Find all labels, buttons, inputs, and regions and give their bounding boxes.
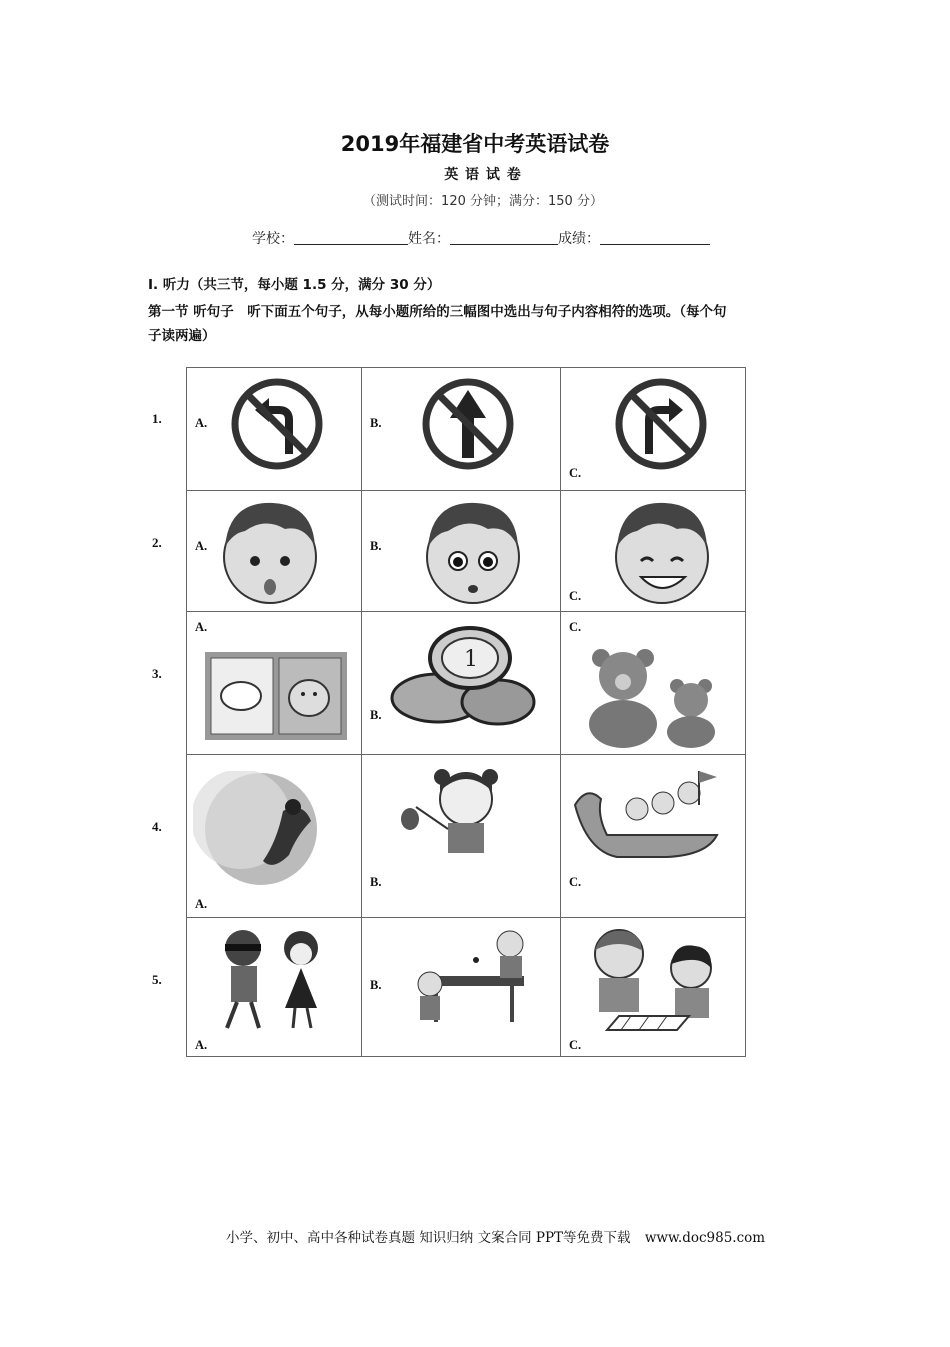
no-straight-sign-icon (420, 376, 516, 472)
option-cell[interactable] (561, 491, 746, 612)
score-label: 成绩： (558, 231, 600, 247)
svg-text:1: 1 (464, 647, 478, 672)
kids-playing-chess-icon (579, 924, 729, 1034)
option-label: A. (195, 539, 208, 553)
page-title: 2019年福建省中考英语试卷 (340, 132, 610, 156)
option-label: A. (195, 620, 208, 634)
school-blank[interactable] (294, 230, 408, 245)
option-cell[interactable] (362, 612, 561, 755)
option-label: C. (569, 1038, 582, 1052)
pig-stamps-icon (203, 650, 349, 742)
option-label: A. (195, 1038, 208, 1052)
option-label: B. (370, 875, 382, 889)
option-label: A. (195, 897, 208, 911)
dragon-boat-icon (567, 765, 727, 875)
option-cell[interactable] (187, 755, 362, 918)
boy-face-neutral-icon (215, 495, 325, 607)
no-right-turn-sign-icon (613, 376, 709, 472)
option-cell[interactable] (561, 612, 746, 755)
option-label: C. (569, 589, 582, 603)
option-cell[interactable] (187, 491, 362, 612)
option-cell[interactable] (187, 612, 362, 755)
coins-icon (388, 618, 538, 744)
name-label: 姓名： (408, 231, 450, 247)
picture-options-table (186, 367, 746, 1057)
question-number: 4. (152, 819, 162, 834)
page-footer (226, 1226, 765, 1246)
option-cell[interactable] (362, 755, 561, 918)
option-label: B. (370, 978, 382, 992)
page-subtitle: 英 语 试 卷 (444, 167, 522, 183)
option-label: B. (370, 539, 382, 553)
blindfold-game-icon (203, 924, 343, 1034)
option-label: A. (195, 416, 208, 430)
option-label: B. (370, 416, 382, 430)
option-label: C. (569, 466, 582, 480)
student-info-line (252, 228, 710, 248)
teddy-bears-icon (573, 646, 723, 750)
footer-url[interactable]: www.doc985.com (644, 1230, 766, 1246)
option-cell[interactable] (362, 368, 561, 491)
footer-text: 小学、初中、高中各种试卷真题 知识归纳 文案合同 PPT等免费下载 (226, 1230, 631, 1246)
section-heading: Ⅰ. 听力（共三节，每小题 1.5 分，满分 30 分） (148, 277, 441, 293)
school-label: 学校： (252, 231, 294, 247)
no-left-turn-sign-icon (229, 376, 325, 472)
score-blank[interactable] (600, 230, 710, 245)
option-label: C. (569, 875, 582, 889)
ping-pong-kids-icon (406, 926, 536, 1038)
boy-face-surprised-icon (418, 495, 528, 607)
option-cell[interactable] (362, 918, 561, 1057)
option-cell[interactable] (187, 918, 362, 1057)
lantern-girl-icon (390, 767, 540, 865)
name-blank[interactable] (450, 230, 558, 245)
boy-face-smiling-icon (607, 495, 717, 607)
exam-timing: （测试时间：120 分钟；满分：150 分） (363, 194, 603, 209)
option-label: B. (370, 708, 382, 722)
option-cell[interactable] (561, 368, 746, 491)
option-cell[interactable] (362, 491, 561, 612)
question-number: 3. (152, 666, 162, 681)
section-instruction-line2: 子读两遍） (148, 328, 216, 344)
question-number: 1. (152, 411, 162, 426)
question-number: 2. (152, 535, 162, 550)
option-cell[interactable] (561, 918, 746, 1057)
section-instruction-line1: 第一节 听句子 听下面五个句子，从每小题所给的三幅图中选出与句子内容相符的选项。（每个句 (148, 304, 727, 320)
question-number: 5. (152, 972, 162, 987)
option-cell[interactable] (187, 368, 362, 491)
option-label: C. (569, 620, 582, 634)
moon-festival-icon (193, 771, 343, 887)
option-cell[interactable] (561, 755, 746, 918)
